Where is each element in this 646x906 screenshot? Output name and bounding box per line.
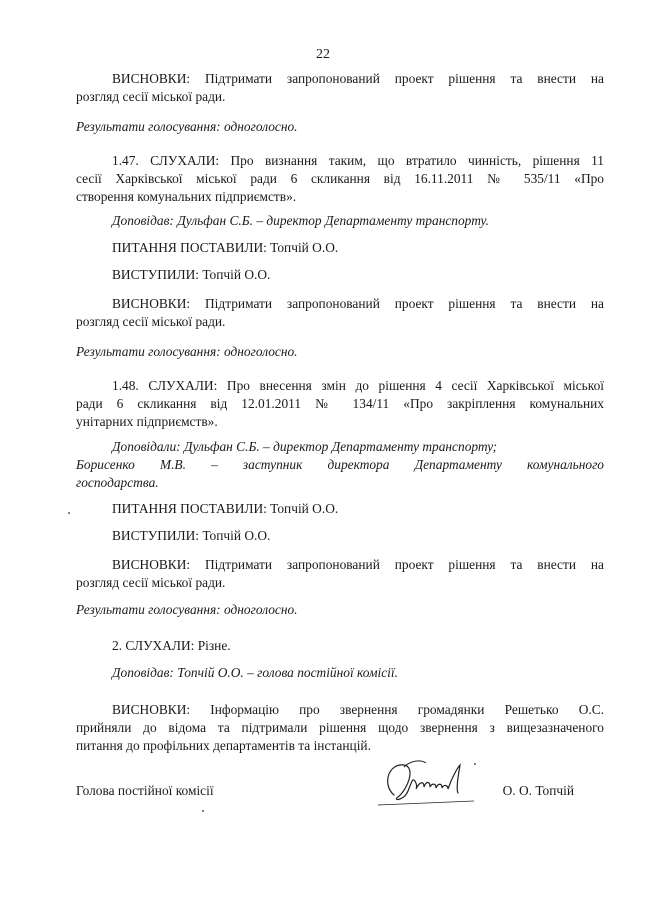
- text-line: Доповідали: Дульфан С.Б. – директор Департаменту транспорту;: [112, 439, 498, 454]
- speakers-line: ВИСТУПИЛИ: Топчій О.О.: [112, 267, 271, 282]
- text-line: ВИСНОВКИ: Інформацію про звернення громадянки Решетько О.С.: [112, 702, 604, 717]
- signatory-name: О. О. Топчій: [502, 783, 574, 798]
- text-line: ВИСНОВКИ: Підтримати запропонований проект рішення та внести на: [112, 296, 604, 311]
- text-line: господарства.: [76, 475, 159, 490]
- text-line: ВИСНОВКИ: Підтримати запропонований проект рішення та внести на: [112, 557, 604, 572]
- text-line: унітарних підприємств».: [76, 414, 218, 429]
- questions-line: ПИТАННЯ ПОСТАВИЛИ: Топчій О.О.: [112, 501, 339, 516]
- voting-result: Результати голосування: одноголосно.: [76, 119, 298, 134]
- page-number: 22: [316, 47, 330, 62]
- signature-row: [76, 783, 604, 803]
- text-line: Борисенко М.В. – заступник директора Департаменту комунального: [76, 457, 604, 472]
- conclusion-block: [76, 701, 604, 755]
- signature-title: Голова постійної комісії: [76, 783, 214, 798]
- agenda-item-2: 2. СЛУХАЛИ: Різне.: [112, 638, 231, 653]
- text-line: 1.47. СЛУХАЛИ: Про визнання таким, що втратило чинність, рішення 11: [112, 153, 604, 168]
- text-line: 1.48. СЛУХАЛИ: Про внесення змін до рішення 4 сесії Харківської міської: [112, 378, 604, 393]
- text-line: прийняли до відома та підтримали рішення щодо звернення з вищезазначеного: [76, 720, 604, 735]
- speck: [202, 810, 204, 812]
- conclusion-block: [76, 295, 604, 331]
- text-line: розгляд сесії міської ради.: [76, 575, 226, 590]
- voting-result: Результати голосування: одноголосно.: [76, 344, 298, 359]
- conclusion-block: [76, 70, 604, 106]
- text-line: розгляд сесії міської ради.: [76, 314, 226, 329]
- agenda-item-1-48: [76, 377, 604, 431]
- text-line: ради 6 скликання від 12.01.2011 № 134/11 «Про закріплення комунальних: [76, 396, 604, 411]
- voting-result: Результати голосування: одноголосно.: [76, 602, 298, 617]
- agenda-item-1-47: [76, 152, 604, 206]
- speakers-line: ВИСТУПИЛИ: Топчій О.О.: [112, 528, 271, 543]
- conclusion-block: [76, 556, 604, 592]
- speck: [68, 512, 70, 514]
- text-line: ВИСНОВКИ: Підтримати запропонований проект рішення та внести на: [112, 71, 604, 86]
- text-line: сесії Харківської міської ради 6 скликання від 16.11.2011 № 535/11 «Про: [76, 171, 604, 186]
- text-line: створення комунальних підприємств».: [76, 189, 297, 204]
- speck: [474, 763, 476, 765]
- text-line: розгляд сесії міської ради.: [76, 89, 226, 104]
- speaker-line: Доповідав: Дульфан С.Б. – директор Департаменту транспорту.: [112, 213, 489, 228]
- text-line: питання до профільних департаментів та інстанцій.: [76, 738, 371, 753]
- handwritten-signature: [374, 755, 484, 815]
- speaker-line: Доповідав: Топчій О.О. – голова постійної комісії.: [112, 665, 398, 680]
- speakers-block: [76, 438, 604, 492]
- questions-line: ПИТАННЯ ПОСТАВИЛИ: Топчій О.О.: [112, 240, 339, 255]
